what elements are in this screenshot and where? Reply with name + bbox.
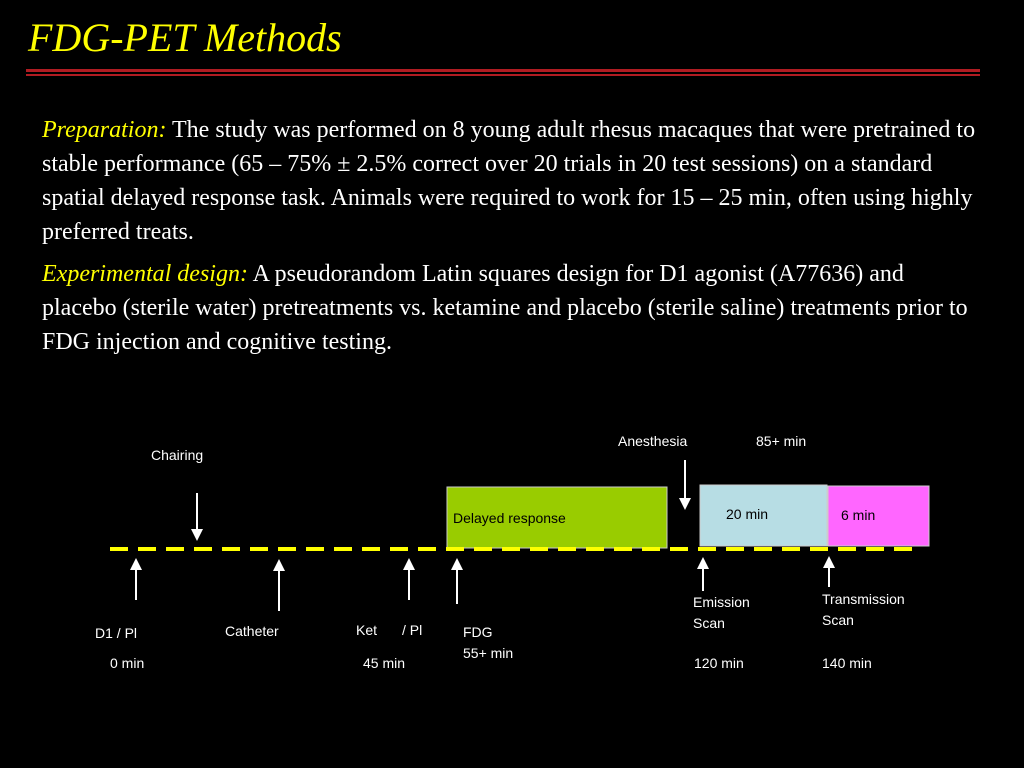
pl-label: / Pl [402,622,423,638]
time-0-label: 0 min [110,655,145,671]
transmission-scan-label: Transmission [822,591,905,607]
preparation-lead: Preparation: [42,117,167,143]
fdg-label: FDG [463,624,493,640]
fdg-time-label: 55+ min [463,645,514,661]
ket-label: Ket [356,622,378,638]
delayed-response-label: Delayed response [453,510,566,526]
emission-duration-label: 20 min [726,506,769,522]
transmission-duration-label: 6 min [841,507,876,523]
d1-pl-label: D1 / Pl [95,625,138,641]
anesthesia-duration-label: 85+ min [756,433,807,449]
anesthesia-label: Anesthesia [618,433,688,449]
transmission-scan-label-line2: Scan [822,612,854,628]
time-120-label: 120 min [694,655,744,671]
catheter-label: Catheter [225,623,279,639]
time-140-label: 140 min [822,655,872,671]
design-text: A pseudorandom Latin squares design for D1 agonist (A77636) and placebo (sterile water) pretreatments vs. ketamine and placebo (sterile saline) treatments prior to FDG injection and cognitive testing. [42,261,968,355]
slide-title: FDG-PET Methods [28,15,342,60]
emission-scan-label: Emission [693,594,750,610]
time-45-label: 45 min [363,655,406,671]
preparation-text: The study was performed on 8 young adult rhesus macaques that were pretrained to stable performance (65 – 75% ± 2.5% correct over 20 trials in 20 test sessions) on a standard spatial delayed response task. Animals were required to work for 15 – 25 min, often using highly preferred treats. [42,117,976,245]
chairing-label: Chairing [151,447,204,463]
design-lead: Experimental design: [42,261,248,287]
emission-scan-label-line2: Scan [693,615,725,631]
